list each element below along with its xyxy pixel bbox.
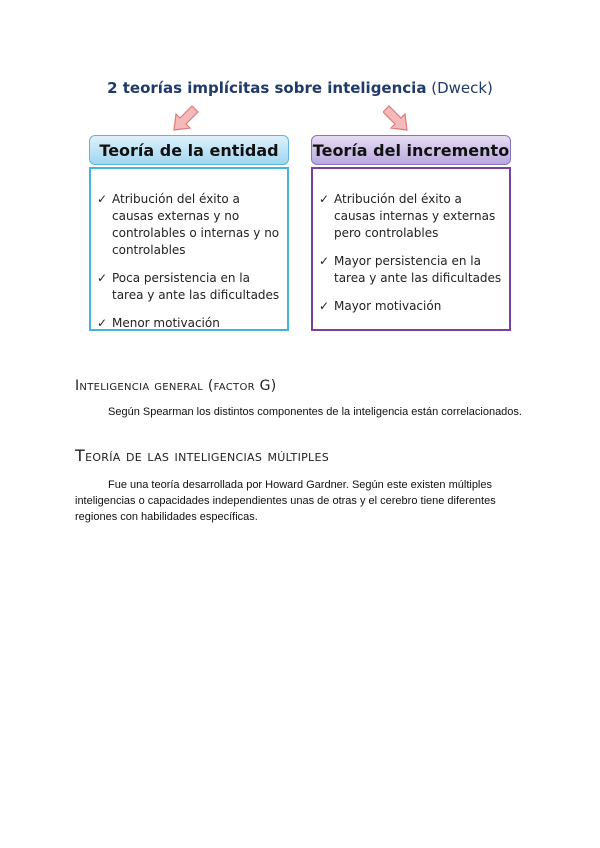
list-item <box>97 315 281 332</box>
list-item-text: Menor motivación <box>112 316 220 330</box>
check-icon: ✓ <box>319 254 330 268</box>
list-item-text: Atribución del éxito a causas internas y externas pero controlables <box>334 192 496 240</box>
arrow-down-icon <box>168 104 200 132</box>
increment-theory-header: Teoría del incremento <box>311 135 511 165</box>
entity-theory-header: Teoría de la entidad <box>89 135 289 165</box>
section-paragraph-general-intelligence: Según Spearman los distintos componentes de la inteligencia están correlacionados. <box>108 406 522 418</box>
list-item-text: Mayor persistencia en la tarea y ante las dificultades <box>334 254 502 285</box>
diagram-title <box>0 79 600 97</box>
section-paragraph-multiple-intelligences: Fue una teoría desarrollada por Howard Gardner. Según este existen múltiples inteligencias o capacidades independientes unas de otras y el cerebro tiene diferentes regiones con habilidades específicas. <box>75 479 496 523</box>
list-item <box>97 191 281 259</box>
section-heading-multiple-intelligences: Teoría de las inteligencias múltiples <box>75 446 330 465</box>
list-item <box>319 298 503 315</box>
arrow-down-icon <box>383 104 415 132</box>
check-icon: ✓ <box>97 271 108 285</box>
list-item <box>97 270 281 304</box>
increment-theory-column <box>311 135 511 331</box>
check-icon: ✓ <box>319 192 330 206</box>
check-icon: ✓ <box>319 299 330 313</box>
section-heading-general-intelligence: Inteligencia general (factor G) <box>75 378 277 394</box>
list-item <box>319 253 503 287</box>
entity-theory-list <box>89 167 289 331</box>
entity-theory-column <box>89 135 289 331</box>
check-icon: ✓ <box>97 192 108 206</box>
check-icon: ✓ <box>97 316 108 330</box>
diagram-title-main: 2 teorías implícitas sobre inteligencia <box>107 79 427 97</box>
increment-theory-list <box>311 167 511 331</box>
diagram-title-author: (Dweck) <box>431 79 493 97</box>
list-item <box>319 191 503 242</box>
list-item-text: Atribución del éxito a causas externas y no controlables o internas y no controlables <box>112 192 280 257</box>
list-item-text: Mayor motivación <box>334 299 442 313</box>
list-item-text: Poca persistencia en la tarea y ante las dificultades <box>112 271 280 302</box>
